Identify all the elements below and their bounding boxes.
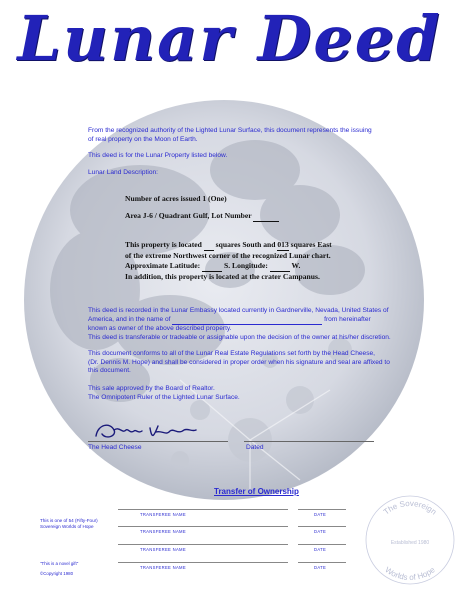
recorded-line-3: known as owner of the above described property. xyxy=(88,325,232,332)
transferee-name-line xyxy=(118,544,288,545)
located-suffix: squares East xyxy=(290,240,332,249)
owner-name-field xyxy=(172,316,322,326)
acres-value: 1 (One) xyxy=(202,194,227,203)
south-squares-field xyxy=(204,240,214,251)
conforms-line-2: (Dr. Dennis M. Hope) and shall be considered in proper order when his signature and seal are affixed to xyxy=(88,358,390,366)
intro-paragraph xyxy=(88,127,438,144)
transferee-date-label: DATE xyxy=(314,512,327,517)
recorded-line-1: This deed is recorded in the Lunar Embassy located currently in Gardnerville, Nevada, United States of xyxy=(88,307,389,314)
land-description-label: Lunar Land Description: xyxy=(88,169,159,176)
signature-line xyxy=(88,441,228,442)
conforms-paragraph xyxy=(88,350,448,376)
lot-number-field xyxy=(253,211,279,222)
transferee-name-label: TRANSFEREE NAME xyxy=(140,512,186,517)
side-note-line-1: This is one of 54 (Fifty-Four) xyxy=(40,518,98,523)
intro-line-1: From the recognized authority of the Lighted Lunar Surface, this document represents the issuing xyxy=(88,127,372,134)
latitude-field xyxy=(202,261,222,272)
location-block xyxy=(125,240,445,282)
location-line-4: In addition, this property is located at the crater Campanus. xyxy=(125,272,320,281)
transferee-date-label: DATE xyxy=(314,565,327,570)
located-prefix: This property is located xyxy=(125,240,202,249)
sovereign-seal xyxy=(360,490,459,590)
longitude-unit: W. xyxy=(291,261,301,270)
dated-line xyxy=(244,441,374,442)
area-line xyxy=(125,211,279,222)
listed-text: This deed is for the Lunar Property listed below. xyxy=(88,152,228,159)
longitude-field xyxy=(270,261,290,272)
acres-label: Number of acres issued xyxy=(125,194,201,203)
acres-line xyxy=(125,194,227,204)
deed-title: Lunar Deed xyxy=(17,2,442,75)
transferee-date-line xyxy=(298,562,346,563)
seal-bottom-text: Worlds of Hope xyxy=(383,565,437,583)
transferee-name-line xyxy=(118,509,288,510)
transferee-date-line xyxy=(298,544,346,545)
transferee-name-label: TRANSFEREE NAME xyxy=(140,547,186,552)
approved-line-2: The Omnipotent Ruler of the Lighted Lunar Surface. xyxy=(88,393,240,401)
side-note-line-2: Sovereign Worlds of Hope xyxy=(40,524,94,529)
recorded-line-4: This deed is transferable or tradeable or assignable upon the decision of the owner at his/her discretion. xyxy=(88,333,391,341)
east-squares-value: 013 xyxy=(277,240,289,249)
transferee-date-label: DATE xyxy=(314,547,327,552)
seal-middle-text: Established 1980 xyxy=(390,540,430,546)
located-mid: squares South and xyxy=(215,240,276,249)
transferee-date-label: DATE xyxy=(314,529,327,534)
recorded-name-suffix: from hereinafter xyxy=(324,315,371,323)
recorded-line-2 xyxy=(88,316,448,326)
transfer-title: Transfer of Ownership xyxy=(214,487,299,496)
recorded-paragraph xyxy=(88,307,448,342)
area-label: Area J-6 / Quadrant Gulf, Lot Number xyxy=(125,211,252,220)
transferee-name-label: TRANSFEREE NAME xyxy=(140,529,186,534)
transferee-date-line xyxy=(298,526,346,527)
recorded-name-prefix: America, and in the name of xyxy=(88,315,171,323)
novel-gift-text: "This is a novel gift" xyxy=(40,561,79,566)
seal-top-text: The Sovereign xyxy=(381,498,439,517)
conforms-line-1: This document conforms to all of the Lunar Real Estate Regulations set forth by the Head Cheese, xyxy=(88,350,375,357)
dated-label: Dated xyxy=(246,444,264,451)
head-cheese-label: The Head Cheese xyxy=(88,444,142,451)
approved-line-1: This sale approved by the Board of Realtor. xyxy=(88,385,215,392)
location-line-2: of the extreme Northwest corner of the recognized Lunar chart. xyxy=(125,251,331,260)
location-line-1 xyxy=(125,240,445,251)
copyright-text: ©Copyright 1980 xyxy=(40,571,74,576)
approx-latitude-label: Approximate Latitude: xyxy=(125,261,201,270)
approved-paragraph xyxy=(88,385,448,402)
location-line-3 xyxy=(125,261,445,272)
transferee-date-line xyxy=(298,509,346,510)
conforms-line-3: this document. xyxy=(88,367,131,374)
intro-line-2: of real property on the Moon of Earth. xyxy=(88,135,198,143)
transferee-name-label: TRANSFEREE NAME xyxy=(140,565,186,570)
transferee-name-line xyxy=(118,562,288,563)
side-note xyxy=(40,518,98,530)
transferee-name-line xyxy=(118,526,288,527)
latitude-unit: S. Longitude: xyxy=(223,261,268,270)
